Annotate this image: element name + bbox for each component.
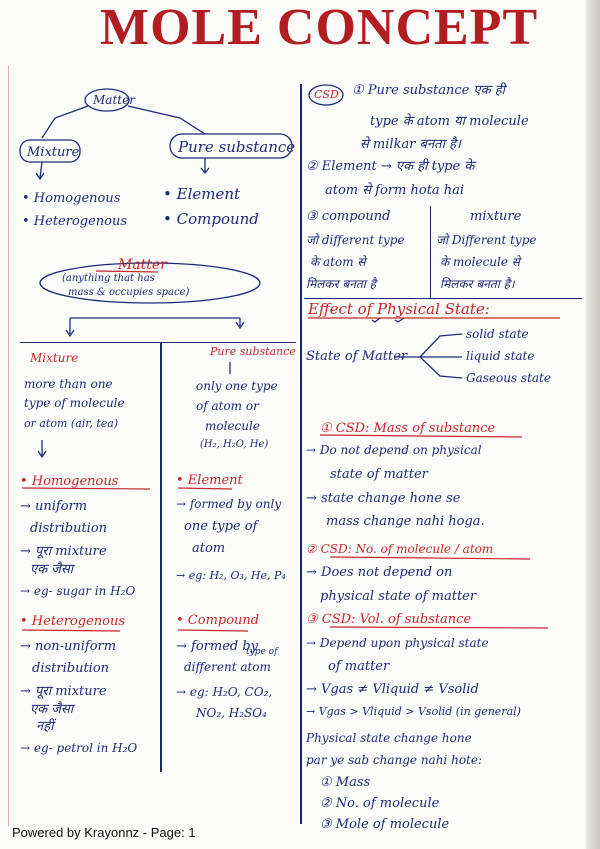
pure-compound: • Compound <box>176 613 260 628</box>
pure-compound-5: NO₂, H₂SO₄ <box>196 706 267 720</box>
pure-compound-2: type of <box>246 647 278 657</box>
page-title: MOLE CONCEPT <box>100 0 539 56</box>
mixture-hetero-4: एक जैसा <box>30 702 74 717</box>
footer-caption: Powered by Krayonnz - Page: 1 <box>12 825 196 840</box>
mixture-hetero-1: → non-uniform <box>20 639 117 654</box>
csd-volume-4: → Vgas > Vliquid > Vsolid (in general) <box>306 705 521 718</box>
pure-element-1: → formed by only <box>176 497 282 511</box>
csd-mass-3: → state change hone se <box>306 491 461 506</box>
element-def-2: atom से form hota hai <box>325 183 465 198</box>
pure-line4: (H₂, H₂O, He) <box>200 439 269 450</box>
matter-def-line1: (anything that has <box>62 273 155 284</box>
pure-line2: of atom or <box>196 399 259 413</box>
state-of-matter: State of Matter <box>306 349 408 364</box>
gaseous-state: Gaseous state <box>466 371 551 385</box>
pure-col-head: Pure substance <box>210 345 296 358</box>
csd-molecule-1: → Does not depend on <box>306 565 453 580</box>
pure-element-3: atom <box>192 541 226 556</box>
physical-state-4: ② No. of molecule <box>320 796 440 811</box>
mixture-line3: or atom (air, tea) <box>24 417 119 430</box>
pure-substance-label: Pure substance <box>178 138 296 156</box>
matter-def-title: Matter <box>118 257 167 273</box>
csd-label: CSD <box>314 88 339 101</box>
mixture-line2: type of molecule <box>24 396 125 410</box>
pure-def-3: से milkar बनता है। <box>360 137 461 152</box>
matter-label: Matter <box>93 93 135 107</box>
liquid-state: liquid state <box>466 349 535 363</box>
element-label: • Element <box>163 185 241 203</box>
pure-def-2: type के atom या molecule <box>370 114 529 129</box>
pure-compound-1: → formed by <box>176 639 259 654</box>
physical-state-2: par ye sab change nahi hote: <box>306 753 483 767</box>
solid-state: solid state <box>466 327 529 341</box>
mixture-hetero-5: नहीं <box>36 719 54 734</box>
pure-def-1: ① Pure substance एक ही <box>352 83 506 98</box>
effect-heading: Effect of Physical State: <box>308 300 490 318</box>
homogenous-label: • Homogenous <box>22 191 121 206</box>
mixture-hetero-6: → eg- petrol in H₂O <box>20 741 138 755</box>
mixture-col-head: Mixture <box>30 351 79 365</box>
compound-def-4: मिलकर बनता है <box>306 277 377 291</box>
mixture-heterogenous: • Heterogenous <box>20 614 126 629</box>
compound-def-3: के atom से <box>310 255 366 269</box>
pure-compound-3: different atom <box>184 660 271 674</box>
pure-compound-4: → eg: H₂O, CO₂, <box>176 685 273 699</box>
mixture-def-2: के molecule से <box>440 255 520 269</box>
csd-mass-4: mass change nahi hoga. <box>326 514 485 529</box>
mixture-line1: more than one <box>24 377 113 391</box>
csd-mass-1: → Do not depend on physical <box>306 443 482 457</box>
compound-def-2: जो different type <box>306 233 405 247</box>
pure-line3: molecule <box>205 419 260 433</box>
csd-volume-1: → Depend upon physical state <box>306 636 489 650</box>
physical-state-3: ① Mass <box>320 775 371 790</box>
mixture-def-1: जो Different type <box>436 233 537 247</box>
physical-state-1: Physical state change hone <box>306 731 472 745</box>
pure-element-2: one type of <box>184 519 258 534</box>
mixture-hetero-2: distribution <box>32 661 110 676</box>
pure-line1: only one type <box>196 379 278 393</box>
heterogenous-label: • Heterogenous <box>22 214 128 229</box>
physical-state-5: ③ Mole of molecule <box>320 817 450 832</box>
element-def-1: ② Element → एक ही type के <box>306 159 475 174</box>
csd-mass: ① CSD: Mass of substance <box>320 421 496 436</box>
mixture-def-3: मिलकर बनता है। <box>440 277 515 291</box>
compound-def-1: ③ compound <box>306 209 391 224</box>
csd-volume-2: of matter <box>328 659 390 674</box>
mixture-hetero-3: → पूरा mixture <box>20 684 107 699</box>
matter-def-line2: mass & occupies space) <box>68 287 190 298</box>
csd-volume-3: → Vgas ≠ Vliquid ≠ Vsolid <box>306 682 479 697</box>
csd-mass-2: state of matter <box>330 467 428 482</box>
csd-molecule-2: physical state of matter <box>320 589 477 604</box>
compound-label: • Compound <box>163 210 259 228</box>
mixture-homo-3: → पूरा mixture <box>20 544 107 559</box>
mixture-homo-5: → eg- sugar in H₂O <box>20 584 136 598</box>
mixture-homo-4: एक जैसा <box>30 562 74 577</box>
pure-element: • Element <box>176 473 243 488</box>
mixture-homo-2: distribution <box>30 521 108 536</box>
mixture-label: Mixture <box>27 145 80 160</box>
mixture-homogenous: • Homogenous <box>20 474 119 489</box>
pure-element-4: → eg: H₂, O₃, He, P₄ <box>176 569 286 582</box>
mixture-homo-1: → uniform <box>20 499 88 514</box>
csd-volume: ③ CSD: Vol. of substance <box>306 612 472 627</box>
mixture-def-head: mixture <box>470 209 522 224</box>
csd-molecule: ② CSD: No. of molecule / atom <box>306 542 494 556</box>
